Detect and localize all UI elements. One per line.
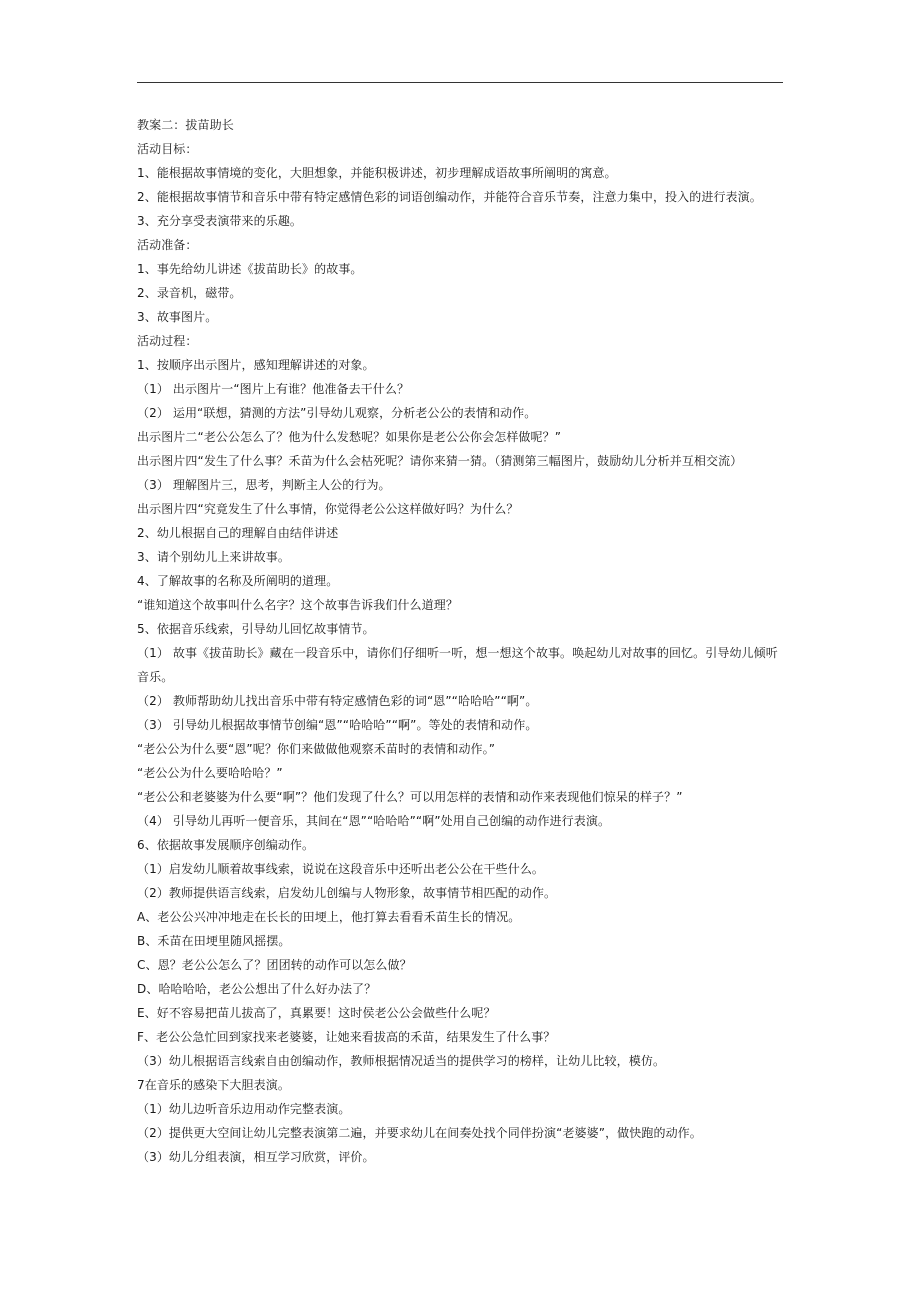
process-line: 1、按顺序出示图片，感知理解讲述的对象。	[137, 358, 375, 372]
process-line: 出示图片四“发生了什么事？禾苗为什么会枯死呢？请你来猜一猜。（猜测第三幅图片，鼓励幼儿分析并互相交流）	[137, 454, 743, 468]
document-body	[137, 113, 783, 1169]
section-heading-process: 活动过程：	[137, 334, 198, 348]
process-line: F、老公公急忙回到家找来老婆婆，让她来看拔高的禾苗，结果发生了什么事？	[137, 1030, 556, 1044]
process-line: E、好不容易把苗儿拔高了，真累要！这时侯老公公会做些什么呢？	[137, 1006, 496, 1020]
process-line: 3、请个别幼儿上来讲故事。	[137, 550, 290, 564]
process-line: A、老公公兴冲冲地走在长长的田埂上，他打算去看看禾苗生长的情况。	[137, 910, 521, 924]
process-line: （3） 理解图片三，思考，判断主人公的行为。	[137, 478, 391, 492]
process-line: （3）幼儿根据语言线索自由创编动作，教师根据情况适当的提供学习的榜样，让幼儿比较，模仿。	[137, 1054, 666, 1068]
process-line: 5、依据音乐线索，引导幼儿回忆故事情节。	[137, 622, 375, 636]
process-line: （2）教师提供语言线索，启发幼儿创编与人物形象，故事情节相匹配的动作。	[137, 886, 557, 900]
process-line: 出示图片二“老公公怎么了？他为什么发愁呢？如果你是老公公你会怎样做呢？”	[137, 430, 562, 444]
process-line: C、恩？老公公怎么了？团团转的动作可以怎么做？	[137, 958, 412, 972]
process-line: （2） 运用“联想，猜测的方法”引导幼儿观察，分析老公公的表情和动作。	[137, 406, 537, 420]
section-heading-goals: 活动目标：	[137, 142, 198, 156]
goal-item: 1、能根据故事情境的变化，大胆想象，并能积极讲述，初步理解成语故事所阐明的寓意。	[137, 166, 617, 180]
process-line: 出示图片四“究竟发生了什么事情，你觉得老公公这样做好吗？为什么？	[137, 502, 519, 516]
process-line: “老公公为什么要“恩”呢？你们来做做他观察禾苗时的表情和动作。”	[137, 742, 496, 756]
process-line: （1）幼儿边听音乐边用动作完整表演。	[137, 1102, 351, 1116]
process-line: （3）幼儿分组表演，相互学习欣赏，评价。	[137, 1150, 375, 1164]
process-line: D、哈哈哈哈，老公公想出了什么好办法了？	[137, 982, 377, 996]
preparation-item: 3、故事图片。	[137, 310, 218, 324]
section-heading-preparation: 活动准备：	[137, 238, 198, 252]
process-line: （2） 教师帮助幼儿找出音乐中带有特定感情色彩的词“恩”“哈哈哈”“啊”。	[137, 694, 538, 708]
process-line: 4、了解故事的名称及所阐明的道理。	[137, 574, 339, 588]
process-line: B、禾苗在田埂里随风摇摆。	[137, 934, 291, 948]
process-line: （2）提供更大空间让幼儿完整表演第二遍，并要求幼儿在间奏处找个同伴扮演“老婆婆”，做快跑的动作。	[137, 1126, 702, 1140]
process-line: 7在音乐的感染下大胆表演。	[137, 1078, 290, 1092]
process-line: 2、幼儿根据自己的理解自由结伴讲述	[137, 526, 339, 540]
goal-item: 2、能根据故事情节和音乐中带有特定感情色彩的词语创编动作，并能符合音乐节奏，注意力集中，投入的进行表演。	[137, 190, 762, 204]
preparation-item: 1、事先给幼儿讲述《拔苗助长》的故事。	[137, 262, 363, 276]
process-line: （1） 出示图片一“图片上有谁？他准备去干什么？	[137, 382, 410, 396]
preparation-item: 2、录音机，磁带。	[137, 286, 242, 300]
goal-item: 3、充分享受表演带来的乐趣。	[137, 214, 303, 228]
process-line: “老公公为什么要哈哈哈？”	[137, 766, 283, 780]
process-line: “老公公和老婆婆为什么要“啊”？他们发现了什么？可以用怎样的表情和动作来表现他们惊呆的样子？”	[137, 790, 683, 804]
process-line: （1）启发幼儿顺着故事线索，说说在这段音乐中还听出老公公在干些什么。	[137, 862, 545, 876]
lesson-title: 教案二：拔苗助长	[137, 118, 234, 132]
process-line: “谁知道这个故事叫什么名字？这个故事告诉我们什么道理？	[137, 598, 458, 612]
process-line: （1） 故事《拔苗助长》藏在一段音乐中，请你们仔细听一听，想一想这个故事。唤起幼儿对故事的回忆。引导幼儿倾听音乐。	[137, 646, 778, 684]
process-line: 6、依据故事发展顺序创编动作。	[137, 838, 315, 852]
process-line: （4） 引导幼儿再听一便音乐，其间在“恩”“哈哈哈”“啊”处用自己创编的动作进行表演。	[137, 814, 611, 828]
header-rule	[137, 82, 783, 83]
process-line: （3） 引导幼儿根据故事情节创编“恩”“哈哈哈”“啊”。等处的表情和动作。	[137, 718, 538, 732]
